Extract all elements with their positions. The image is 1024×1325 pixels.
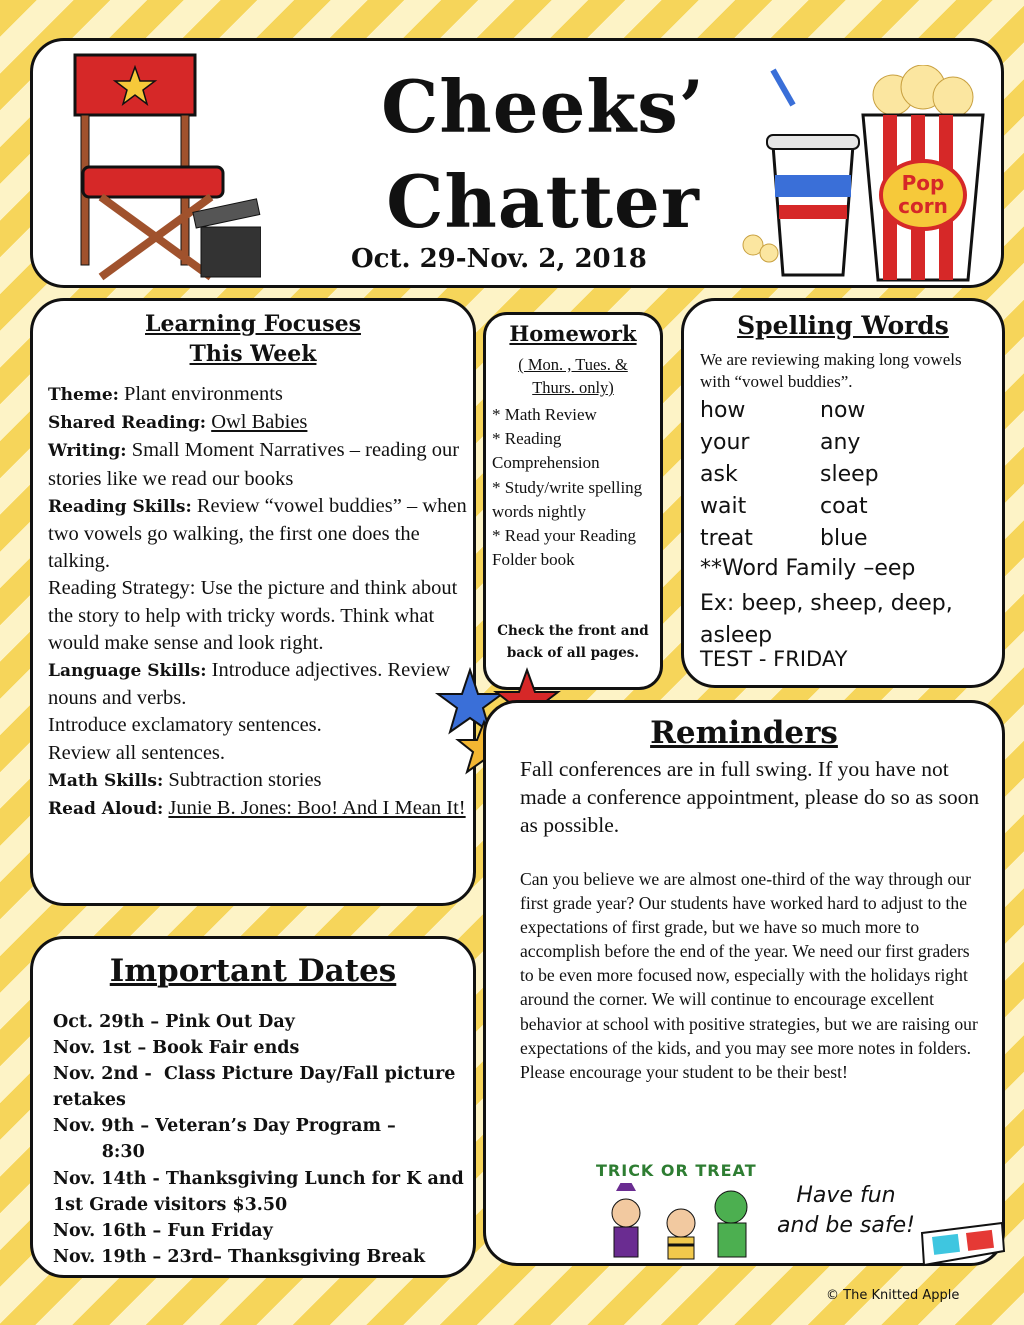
spelling-row	[700, 427, 1000, 459]
language-skills-label: Language Skills:	[48, 661, 207, 682]
spelling-row	[700, 395, 1000, 427]
spelling-word: coat	[820, 494, 868, 519]
spelling-word: wait	[700, 494, 747, 519]
spelling-intro: We are reviewing making long vowels with “vowel buddies”.	[700, 350, 962, 391]
date-item: Nov. 2nd - Class Picture Day/Fall picture retakes	[53, 1064, 462, 1111]
math-skills-label: Math Skills:	[48, 770, 164, 791]
reading-skills-value: Review “vowel buddies” – when two vowels go walking, the first one does the talking.	[48, 494, 467, 573]
have-fun-message: Have fun and be safe!	[777, 1183, 915, 1238]
popcorn-label-bottom: corn	[898, 194, 948, 218]
newsletter-title-line2: Chatter	[386, 159, 700, 244]
spelling-word: now	[820, 398, 866, 423]
homework-title: Homework	[509, 321, 637, 346]
newsletter-date: Oct. 29-Nov. 2, 2018	[351, 244, 647, 274]
newsletter-title-line1: Cheeks’	[381, 64, 705, 149]
spelling-row	[700, 523, 1000, 555]
spelling-word: your	[700, 430, 750, 455]
trick-or-treat-kids-icon	[596, 1183, 766, 1263]
important-dates-panel	[30, 936, 476, 1278]
date-item: Oct. 29th – Pink Out Day	[53, 1012, 295, 1032]
header-panel	[30, 38, 1004, 288]
date-item: Nov. 1st – Book Fair ends	[53, 1038, 300, 1059]
reminders-title: Reminders	[650, 715, 838, 751]
spelling-row	[700, 491, 1000, 523]
reminders-paragraph-1: Fall conferences are in full swing. If you have not made a conference appointment, please do so as soon as possible.	[520, 757, 980, 837]
homework-item: * Read your Reading Folder book	[492, 526, 636, 570]
spelling-word: blue	[820, 526, 868, 551]
math-skills-value: Subtraction stories	[163, 768, 322, 791]
spelling-panel	[681, 298, 1005, 688]
date-item: Nov. 9th – Veteran’s Day Program – 8:30	[53, 1116, 396, 1163]
homework-days-text: ( Mon. , Tues. & Thurs. only)	[518, 355, 628, 397]
trick-or-treat-text: TRICK OR TREAT	[596, 1161, 757, 1180]
spelling-word-list	[700, 395, 1000, 555]
homework-item: * Reading Comprehension	[492, 429, 600, 473]
spelling-test-day: TEST - FRIDAY	[700, 647, 848, 671]
theme-label: Theme:	[48, 385, 119, 405]
learning-heading-line2: This Week	[189, 341, 317, 367]
popcorn-drink-icon	[733, 65, 993, 285]
spelling-word: any	[820, 430, 861, 455]
3d-glasses-icon	[918, 1221, 1008, 1271]
learning-heading-line1: Learning Focuses	[145, 311, 361, 337]
homework-item: * Study/write spelling words nightly	[492, 477, 643, 521]
language-line2: Introduce exclamatory sentences.	[48, 714, 322, 737]
important-dates-title: Important Dates	[109, 953, 397, 989]
spelling-word: treat	[700, 526, 753, 551]
spelling-word: how	[700, 398, 746, 423]
reminders-paragraph-2: Can you believe we are almost one-third of the way through our first grade year? Our students have worked hard to adjust to the expectations of first grade, but we have so much more to accomplish before the end of the year. We need our first graders to be even more focused now, especially with the holidays right around the corner. We will continue to encourage excellent behavior at school with positive strategies, but we are raising our expectations of the kids, and you may see more notes in folders. Please encourage your student to be their best!	[520, 869, 978, 1082]
directors-chair-icon	[61, 47, 261, 287]
writing-value: Small Moment Narratives – reading our stories like we read our books	[48, 439, 460, 490]
reminders-panel	[483, 700, 1005, 1266]
popcorn-label-top: Pop	[901, 171, 945, 195]
writing-label: Writing:	[48, 441, 127, 462]
reading-strategy: Reading Strategy: Use the picture and think about the story to help with tricky words. Think what would make sense and look right.	[48, 577, 458, 654]
shared-reading-label: Shared Reading:	[48, 413, 207, 434]
learning-body	[48, 381, 478, 823]
spelling-word: sleep	[820, 462, 879, 487]
homework-note: Check the front and back of all pages.	[497, 623, 649, 661]
learning-focuses-panel	[30, 298, 476, 906]
language-skills-value: Introduce adjectives. Review nouns and verbs.	[48, 659, 451, 710]
homework-panel	[483, 312, 663, 690]
word-family: **Word Family –eep	[700, 556, 916, 581]
reading-skills-label: Reading Skills:	[48, 496, 192, 517]
homework-list	[492, 403, 654, 572]
language-line3: Review all sentences.	[48, 741, 226, 764]
spelling-title: Spelling Words	[737, 311, 949, 340]
date-item: Nov. 19th – 23rd– Thanksgiving Break	[53, 1246, 426, 1267]
read-aloud-value: Junie B. Jones: Boo! And I Mean It!	[168, 797, 466, 820]
date-item: Nov. 16th – Fun Friday	[53, 1220, 273, 1241]
shared-reading-value: Owl Babies	[211, 411, 308, 434]
theme-value: Plant environments	[124, 383, 283, 405]
date-item: Nov. 14th - Thanksgiving Lunch for K and 1st Grade visitors $3.50	[53, 1168, 470, 1215]
word-family-examples: Ex: beep, sheep, deep, asleep	[700, 591, 953, 648]
homework-item: * Math Review	[492, 405, 597, 424]
spelling-row	[700, 459, 1000, 491]
homework-days	[496, 353, 650, 399]
important-dates-list	[53, 1009, 473, 1270]
read-aloud-label: Read Aloud:	[48, 799, 164, 820]
spelling-word: ask	[700, 462, 738, 487]
copyright-notice: © The Knitted Apple	[826, 1288, 960, 1303]
